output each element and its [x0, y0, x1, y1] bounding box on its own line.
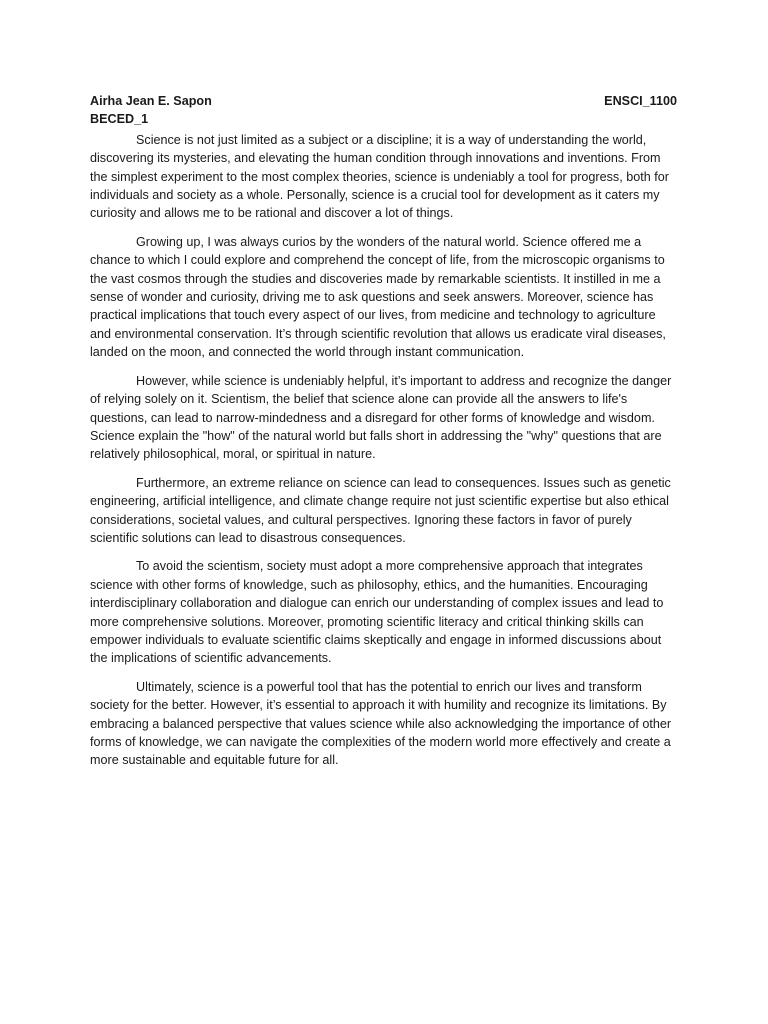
essay-body — [90, 131, 677, 770]
paragraph: Furthermore, an extreme reliance on science can lead to consequences. Issues such as genetic engineering, artificial intelligence, and climate change require not just scientific expertise but also ethical considerations, societal values, and cultural perspectives. Ignoring these factors in favor of purely scientific solutions can lead to disastrous consequences. — [90, 475, 671, 545]
document-page — [90, 92, 677, 780]
author-block — [90, 92, 212, 129]
course-code: ENSCI_1100 — [604, 94, 677, 108]
paragraph: Science is not just limited as a subject or a discipline; it is a way of understanding the world, discovering its mysteries, and elevating the human condition through innovations and inventions. From the simplest experiment to the most complex theories, science is undeniably a tool for progress, both for individuals and society as a whole. Personally, science is a crucial tool for development as it caters my curiosity and allows me to be rational and discover a lot of things. — [90, 132, 669, 221]
paragraph: However, while science is undeniably helpful, it’s important to address and recognize the danger of relying solely on it. Scientism, the belief that science alone can provide all the answers to life's questions, can lead to narrow-mindedness and a disregard for other forms of knowledge and wisdom. Science explain the "how" of the natural world but falls short in addressing the "why" questions that are relatively philosophical, moral, or spiritual in nature. — [90, 373, 672, 462]
author-name: Airha Jean E. Sapon — [90, 94, 212, 108]
paragraph: Ultimately, science is a powerful tool that has the potential to enrich our lives and transform society for the better. However, it’s essential to approach it with humility and recognize its limitations. By embracing a balanced perspective that values science while also acknowledging the importance of other forms of knowledge, we can navigate the complexities of the modern world more effectively and create a more sustainable and equitable future for all. — [90, 679, 672, 768]
paragraph: To avoid the scientism, society must adopt a more comprehensive approach that integrates science with other forms of knowledge, such as philosophy, ethics, and the humanities. Encouraging interdisciplinary collaboration and dialogue can enrich our understanding of complex issues and lead to more comprehensive solutions. Moreover, promoting scientific literacy and critical thinking skills can empower individuals to evaluate scientific claims skeptically and engage in informed discussions about the implications of scientific advancements. — [90, 559, 664, 666]
document-header — [90, 92, 677, 129]
paragraph: Growing up, I was always curios by the wonders of the natural world. Science offered me a chance to which I could explore and comprehend the concept of life, from the microscopic organisms to the vast cosmos through the studies and discoveries made by remarkable scientists. It instilled in me a sense of wonder and curiosity, driving me to ask questions and seek answers. Moreover, science has practical implications that touch every aspect of our lives, from medicine and technology to agriculture and environmental conservation. It’s through scientific revolution that allows us eradicate viral diseases, landed on the moon, and connected the world through instant communication. — [90, 234, 666, 360]
section-label: BECED_1 — [90, 112, 149, 127]
